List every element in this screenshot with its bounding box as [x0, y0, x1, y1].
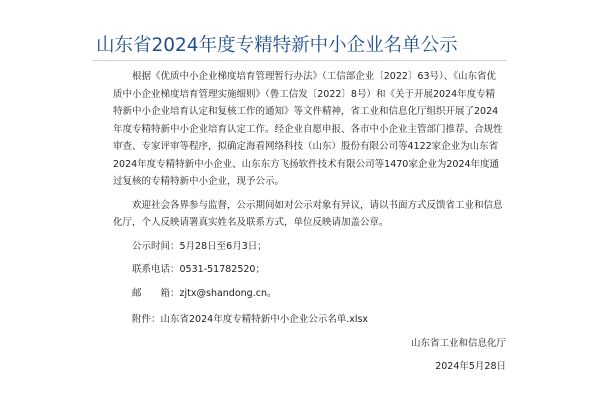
notice-paragraph-supervision: 欢迎社会各界参与监督，公示期间如对公示对象有异议，请以书面方式反馈省工业和信息化厅，个人反映请署真实姓名及联系方式，单位反映请加盖公章。 — [113, 199, 503, 228]
notice-paragraph-basis: 根据《优质中小企业梯度培育管理暂行办法》（工信部企业〔2022〕63号）、《山东省优质中小企业梯度培育管理实施细则》（鲁工信发〔2022〕8号）和《关于开展2024年度专精特新中小企业培育认定和复核工作的通知》等文件精神，省工业和信息化厅组织开展了2024年度专精特新中小企业培育认定工作。经企业自愿申报、各市中小企业主管部门推荐、合规性审查、专家评审等程序，拟确定海看网络科技（山东）股份有限公司等4122家企业为山东省2024年度专精特新中小企业、山东东方飞扬软件技术有限公司等1470家企业为2024年度通过复核的专精特新中小企业，现予公示。 — [113, 71, 503, 187]
attachment-file-link[interactable]: 山东省2024年度专精特新中小企业公示名单.xlsx — [160, 314, 369, 325]
contact-email-label: 邮 箱： — [132, 287, 180, 299]
attachment-line — [113, 311, 503, 329]
contact-info — [113, 238, 503, 303]
contact-phone-value: 0531-51782520； — [179, 264, 265, 275]
publicity-period-value: 5月28日至6月3日； — [179, 240, 267, 252]
contact-phone-label: 联系电话： — [132, 264, 180, 275]
contact-email — [113, 285, 503, 303]
page-title: 山东省2024年度专精特新中小企业名单公示 — [96, 35, 458, 56]
contact-email-link[interactable]: zjtx@shandong.cn。 — [179, 287, 277, 299]
signature-date: 2024年5月28日 — [435, 361, 506, 372]
notice-body — [113, 68, 503, 329]
title-divider — [92, 60, 506, 61]
contact-phone — [113, 261, 503, 279]
publicity-period-label: 公示时间： — [132, 240, 180, 252]
signature-organization: 山东省工业和信息化厅 — [410, 338, 506, 349]
attachment-label: 附件： — [132, 314, 161, 325]
publicity-period — [113, 238, 503, 256]
